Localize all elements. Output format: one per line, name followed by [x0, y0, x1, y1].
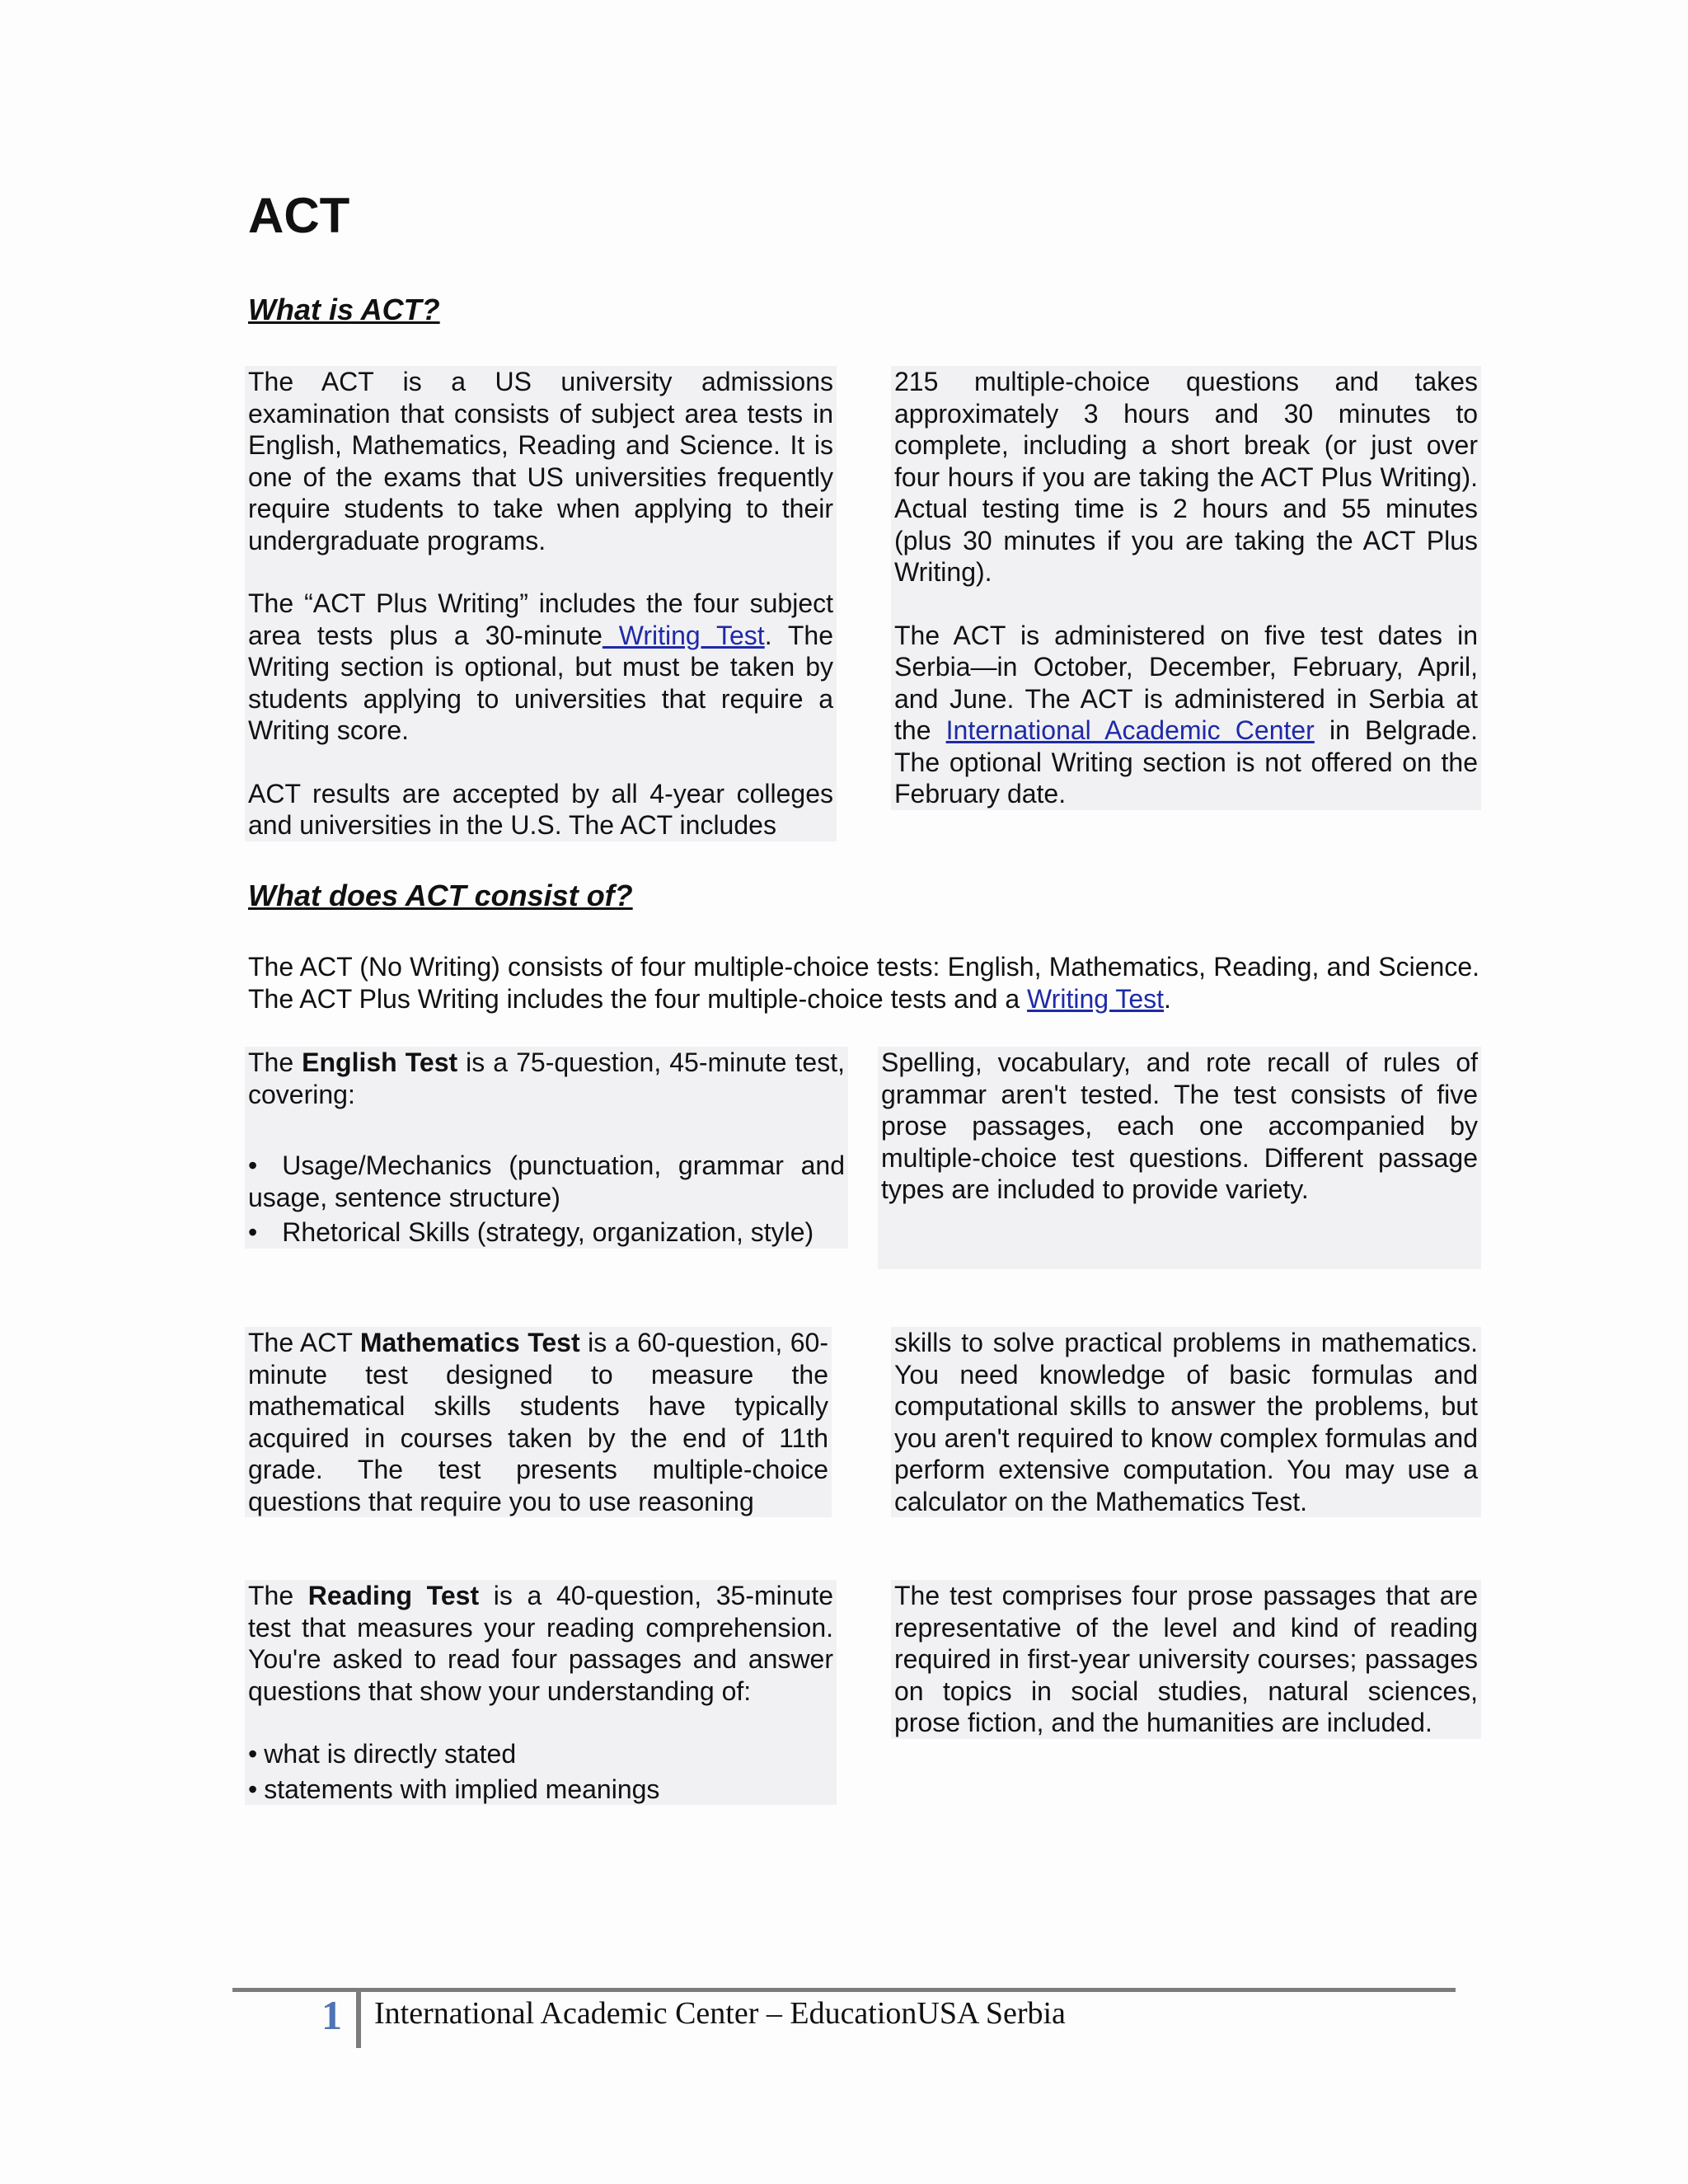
text: in Belgrade. The optional Writing section is not offered on the February date.	[894, 715, 1479, 808]
text: . The Writing section is optional, but must be taken by students applying to universities that require a Writing score.	[248, 620, 834, 745]
page-number: 1	[321, 1992, 342, 2038]
reading-test-description	[248, 1580, 833, 1707]
english-test-name: English Test	[302, 1047, 458, 1077]
text: The	[248, 1581, 308, 1610]
math-test-description	[248, 1327, 828, 1517]
reading-test-left	[245, 1580, 837, 1805]
text: The ACT	[248, 1328, 360, 1357]
paragraph: The test comprises four prose passages that are representative of the level and kind of reading required in first-year university courses; passages on topics in social studies, natural sciences, prose fiction, and the humanities are included.	[894, 1581, 1478, 1737]
section-heading-what-is-act: What is ACT?	[248, 293, 440, 326]
what-is-act-right-column	[891, 366, 1481, 810]
text: The	[248, 1047, 302, 1077]
what-is-act-left-column	[245, 366, 837, 841]
text: is a 75-question, 45-minute test, covering:	[248, 1047, 846, 1109]
math-test-right	[891, 1327, 1481, 1517]
international-academic-center-link[interactable]: International Academic Center	[945, 715, 1315, 745]
english-test-bullets	[248, 1150, 845, 1249]
math-test-left	[245, 1327, 832, 1517]
text: is a 60-question, 60-minute test designed to measure the mathematical skills students have typically acquired in courses taken by the end of 11th grade. The test presents multiple-choice questions that require you to use reasoning	[248, 1328, 829, 1516]
text: .	[1164, 983, 1171, 1014]
footer-vertical-bar	[356, 1992, 361, 2048]
writing-test-link-2[interactable]: Writing Test	[1027, 983, 1165, 1014]
reading-test-bullets	[248, 1738, 833, 1805]
reading-test-right	[891, 1580, 1481, 1739]
footer-divider	[232, 1988, 1456, 1992]
paragraph-act-plus-writing	[248, 588, 833, 747]
section-heading-what-does-act-consist-of: What does ACT consist of?	[248, 879, 633, 912]
paragraph: The ACT is a US university admissions examination that consists of subject area tests in English, Mathematics, Reading and Science. It is one of the exams that US universities frequently require students to take when applying to their undergraduate programs.	[248, 367, 833, 555]
text: is a 40-question, 35-minute test that measures your reading comprehension. You're asked to read four passages and answer questions that show your understanding of:	[248, 1581, 834, 1706]
footer-text: International Academic Center – EducationUSA Serbia	[374, 1996, 1066, 2031]
english-test-description	[248, 1047, 845, 1110]
text: The “ACT Plus Writing” includes the four subject area tests plus a 30-minute	[248, 588, 833, 650]
writing-test-link[interactable]: Writing Test	[602, 620, 765, 650]
page-title: ACT	[248, 188, 350, 243]
english-test-left	[245, 1047, 848, 1249]
paragraph: Spelling, vocabulary, and rote recall of rules of grammar aren't tested. The test consists of five prose passages, each one accompanied by multiple-choice test questions. Different passage types are included to provide variety.	[881, 1047, 1478, 1204]
paragraph: ACT results are accepted by all 4-year colleges and universities in the U.S. The ACT includes	[248, 778, 833, 840]
text: The ACT (No Writing) consists of four multiple-choice tests: English, Mathematics, Reading, and Science. The ACT Plus Writing includes the four multiple-choice tests and a	[248, 952, 1479, 1014]
paragraph: 215 multiple-choice questions and takes approximately 3 hours and 30 minutes to complete, including a short break (or just over four hours if you are taking the ACT Plus Writing). Actual testing time is 2 hours and 55 minutes (plus 30 minutes if you are taking the ACT Plus Writing).	[894, 367, 1478, 587]
paragraph-test-dates	[894, 620, 1478, 810]
math-test-name: Mathematics Test	[359, 1328, 580, 1357]
list-item: • Rhetorical Skills (strategy, organization, style)	[248, 1216, 845, 1249]
list-item: • statements with implied meanings	[248, 1774, 833, 1806]
english-test-right	[878, 1047, 1481, 1269]
paragraph: skills to solve practical problems in mathematics. You need knowledge of basic formulas and computational skills to answer the problems, but you aren't required to know complex formulas and perform extensive computation. You may use a calculator on the Mathematics Test.	[894, 1328, 1478, 1516]
reading-test-name: Reading Test	[307, 1581, 480, 1610]
text: The ACT is administered on five test dates in Serbia—in October, December, February, April, and June. The ACT is administered in Serbia at the	[894, 620, 1478, 745]
list-item: • what is directly stated	[248, 1738, 833, 1770]
list-item: • Usage/Mechanics (punctuation, grammar and usage, sentence structure)	[248, 1150, 845, 1213]
consist-intro-paragraph	[248, 951, 1479, 1015]
